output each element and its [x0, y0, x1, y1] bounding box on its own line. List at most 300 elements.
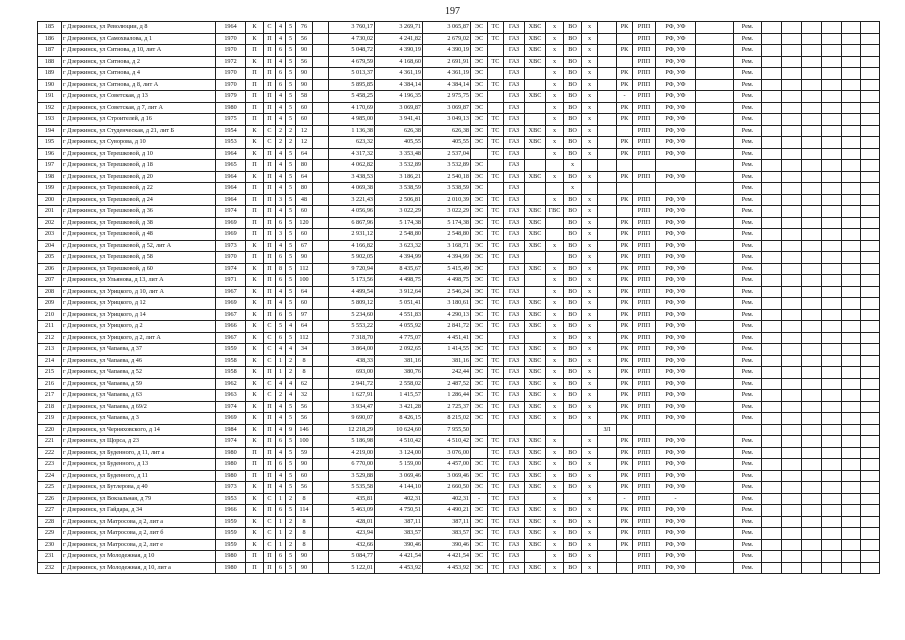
table-cell: 97 [296, 309, 313, 321]
table-cell: РФ, УФ [656, 516, 696, 528]
table-cell: 1 [276, 367, 286, 379]
table-cell: РК [617, 401, 633, 413]
empty-cell [782, 148, 802, 160]
table-cell: х [546, 516, 564, 528]
table-cell: 12 [296, 125, 313, 137]
table-cell [617, 424, 633, 436]
table-cell: 1959 [216, 516, 246, 528]
empty-cell [802, 309, 822, 321]
address-cell: г Дзержинск, ул Студенческая, д 21, лит Б [62, 125, 216, 137]
empty-cell [861, 217, 880, 229]
empty-cell [782, 56, 802, 68]
table-cell: х [582, 539, 598, 551]
table-cell: 2 [286, 355, 296, 367]
table-cell: - [617, 91, 633, 103]
table-cell: 4 750,51 [375, 505, 423, 517]
table-cell: РФ, УФ [656, 309, 696, 321]
table-cell: 5 [286, 79, 296, 91]
table-cell: РК [617, 505, 633, 517]
table-cell: 5 [286, 33, 296, 45]
empty-cell [842, 424, 861, 436]
table-cell: ТС [488, 390, 504, 402]
empty-cell [802, 22, 822, 34]
table-cell: РК [617, 355, 633, 367]
table-cell: 1953 [216, 137, 246, 149]
table-row [38, 355, 880, 367]
table-cell [488, 263, 504, 275]
table-cell: ВО [564, 194, 582, 206]
table-cell: ЭС [471, 22, 488, 34]
table-cell: ВО [564, 137, 582, 149]
table-cell [696, 528, 734, 540]
table-cell: Рем. [734, 114, 762, 126]
empty-cell [782, 367, 802, 379]
table-cell: 5 [286, 194, 296, 206]
table-cell [598, 309, 617, 321]
table-cell: РФ, УФ [656, 114, 696, 126]
empty-cell [802, 114, 822, 126]
table-cell: ВО [564, 125, 582, 137]
row-number-cell: 219 [38, 413, 62, 425]
empty-cell [822, 424, 842, 436]
empty-cell [802, 344, 822, 356]
empty-cell [802, 298, 822, 310]
table-cell: 1967 [216, 332, 246, 344]
table-cell: 4 384,14 [423, 79, 471, 91]
empty-cell [782, 102, 802, 114]
table-cell: 3 760,17 [329, 22, 375, 34]
table-cell: РФ, УФ [656, 390, 696, 402]
empty-cell [842, 344, 861, 356]
table-cell: 2 487,52 [423, 378, 471, 390]
table-cell: 5 051,41 [375, 298, 423, 310]
table-cell: 2 [276, 137, 286, 149]
table-cell: ЭС [471, 183, 488, 195]
table-cell: РПП [633, 102, 656, 114]
table-cell [696, 114, 734, 126]
table-cell: 4 679,59 [329, 56, 375, 68]
table-cell: 6 [276, 79, 286, 91]
table-cell: 4 498,75 [423, 275, 471, 287]
table-cell: 4 498,75 [375, 275, 423, 287]
table-cell: 6 [276, 45, 286, 57]
table-cell: Рем. [734, 344, 762, 356]
table-cell: 1 415,57 [375, 390, 423, 402]
table-cell: 381,16 [423, 355, 471, 367]
empty-cell [842, 309, 861, 321]
table-cell: 1 286,44 [423, 390, 471, 402]
table-cell: х [582, 401, 598, 413]
table-cell: П [264, 562, 276, 574]
table-cell: ГАЗ [504, 275, 525, 287]
table-cell: 4 317,32 [329, 148, 375, 160]
table-cell: РК [617, 240, 633, 252]
table-cell: 4 [286, 321, 296, 333]
table-cell: 60 [296, 470, 313, 482]
table-cell: РФ, УФ [656, 321, 696, 333]
table-cell: П [264, 401, 276, 413]
table-cell: х [546, 539, 564, 551]
empty-cell [762, 436, 782, 448]
table-cell: 8 435,67 [375, 263, 423, 275]
empty-cell [842, 332, 861, 344]
empty-cell [802, 68, 822, 80]
table-cell: 80 [296, 183, 313, 195]
empty-cell [782, 378, 802, 390]
table-cell: 3 532,89 [375, 160, 423, 172]
table-cell: РК [617, 217, 633, 229]
table-cell: 4 394,99 [375, 252, 423, 264]
table-cell: ХВС [525, 367, 546, 379]
table-cell: ЭС [471, 79, 488, 91]
spacer-cell [313, 171, 329, 183]
table-cell: ТС [488, 344, 504, 356]
empty-cell [822, 229, 842, 241]
table-cell: К [246, 378, 264, 390]
table-cell: ГАЗ [504, 528, 525, 540]
table-cell: Рем. [734, 194, 762, 206]
table-cell: х [546, 332, 564, 344]
row-number-cell: 204 [38, 240, 62, 252]
table-cell: 10 624,60 [375, 424, 423, 436]
table-cell: РПП [633, 528, 656, 540]
address-cell: г Дзержинск, ул Чапаева, д 46 [62, 355, 216, 367]
empty-cell [861, 183, 880, 195]
table-cell: Рем. [734, 240, 762, 252]
table-cell: 4 510,42 [423, 436, 471, 448]
row-number-cell: 191 [38, 91, 62, 103]
table-cell: ГВС [546, 206, 564, 218]
empty-cell [822, 194, 842, 206]
table-cell: 4 [276, 240, 286, 252]
table-cell: 2 558,02 [375, 378, 423, 390]
table-cell: ГАЗ [504, 229, 525, 241]
table-cell: 5 [286, 114, 296, 126]
row-number-cell: 193 [38, 114, 62, 126]
table-cell: 6 [276, 275, 286, 287]
spacer-cell [313, 298, 329, 310]
empty-cell [762, 355, 782, 367]
table-cell [525, 68, 546, 80]
table-cell: х [546, 286, 564, 298]
table-cell [488, 102, 504, 114]
table-cell: 4 775,07 [375, 332, 423, 344]
table-cell: Рем. [734, 493, 762, 505]
row-number-cell: 221 [38, 436, 62, 448]
table-row [38, 321, 880, 333]
table-cell: 402,31 [423, 493, 471, 505]
table-cell: ГАЗ [504, 33, 525, 45]
table-row [38, 160, 880, 172]
table-cell: 5 [286, 56, 296, 68]
row-number-cell: 222 [38, 447, 62, 459]
table-cell [504, 424, 525, 436]
table-cell: - [617, 493, 633, 505]
table-cell: ХВС [525, 309, 546, 321]
table-cell: 5 [286, 148, 296, 160]
table-cell: ГАЗ [504, 240, 525, 252]
table-cell: К [246, 309, 264, 321]
table-cell [696, 91, 734, 103]
table-cell: 60 [296, 206, 313, 218]
table-cell: ВО [564, 56, 582, 68]
empty-cell [861, 102, 880, 114]
table-cell: 90 [296, 252, 313, 264]
table-cell [525, 160, 546, 172]
empty-cell [842, 160, 861, 172]
address-cell: г Дзержинск, ул Ситнова, д 8, лит А [62, 79, 216, 91]
table-cell: ТС [488, 171, 504, 183]
table-cell: ВО [564, 551, 582, 563]
empty-cell [861, 56, 880, 68]
table-cell: 3 421,28 [375, 401, 423, 413]
table-cell: 4 [276, 160, 286, 172]
table-cell: РПП [633, 275, 656, 287]
table-cell: х [582, 102, 598, 114]
table-cell: ВО [564, 413, 582, 425]
table-row [38, 332, 880, 344]
table-cell: РК [617, 137, 633, 149]
table-cell: 6 [276, 459, 286, 471]
table-cell [696, 22, 734, 34]
table-cell: С [264, 125, 276, 137]
table-cell [696, 401, 734, 413]
empty-cell [802, 160, 822, 172]
empty-cell [762, 125, 782, 137]
table-cell: РК [617, 447, 633, 459]
empty-cell [861, 378, 880, 390]
empty-cell [842, 33, 861, 45]
table-cell: х [582, 378, 598, 390]
empty-cell [822, 298, 842, 310]
table-cell: РК [617, 194, 633, 206]
table-cell: 2 [276, 125, 286, 137]
table-cell: 2 546,24 [423, 286, 471, 298]
table-cell: РПП [633, 309, 656, 321]
table-cell [734, 424, 762, 436]
table-cell: 4 [276, 183, 286, 195]
table-cell: 5 [286, 459, 296, 471]
table-cell: 5 458,25 [329, 91, 375, 103]
table-cell: 1 627,91 [329, 390, 375, 402]
address-cell: г Дзержинск, ул Ситнова, д 4 [62, 68, 216, 80]
empty-cell [802, 459, 822, 471]
table-cell: 3 934,47 [329, 401, 375, 413]
table-cell: 1964 [216, 148, 246, 160]
table-cell: 4 056,96 [329, 206, 375, 218]
empty-cell [861, 493, 880, 505]
table-cell: 60 [296, 102, 313, 114]
table-cell [488, 424, 504, 436]
table-cell: 5 [276, 321, 286, 333]
table-cell [598, 493, 617, 505]
table-cell: РК [617, 45, 633, 57]
table-cell [598, 263, 617, 275]
empty-cell [802, 539, 822, 551]
empty-cell [802, 470, 822, 482]
table-cell: ЭС [471, 217, 488, 229]
empty-cell [762, 390, 782, 402]
table-cell: ВО [564, 252, 582, 264]
empty-cell [842, 298, 861, 310]
table-cell: 1959 [216, 539, 246, 551]
table-cell: 5 902,05 [329, 252, 375, 264]
table-cell [488, 332, 504, 344]
empty-cell [861, 22, 880, 34]
table-cell: х [546, 240, 564, 252]
row-number-cell: 218 [38, 401, 62, 413]
table-cell: Рем. [734, 447, 762, 459]
empty-cell [842, 493, 861, 505]
empty-cell [861, 401, 880, 413]
table-cell [598, 413, 617, 425]
table-row [38, 22, 880, 34]
row-number-cell: 225 [38, 482, 62, 494]
table-cell [488, 68, 504, 80]
table-cell [617, 183, 633, 195]
table-cell: ТС [488, 275, 504, 287]
table-cell: ВО [564, 206, 582, 218]
empty-cell [762, 217, 782, 229]
empty-cell [842, 562, 861, 574]
table-cell [598, 160, 617, 172]
table-cell: ГАЗ [504, 252, 525, 264]
row-number-cell: 208 [38, 286, 62, 298]
empty-cell [802, 252, 822, 264]
table-cell [617, 206, 633, 218]
empty-cell [822, 33, 842, 45]
row-number-cell: 207 [38, 275, 62, 287]
table-cell: 5 [286, 91, 296, 103]
table-cell: К [246, 539, 264, 551]
table-row [38, 33, 880, 45]
table-cell: П [264, 56, 276, 68]
table-cell: РПП [633, 79, 656, 91]
empty-cell [802, 424, 822, 436]
table-cell [696, 68, 734, 80]
table-cell: ХВС [525, 217, 546, 229]
table-cell: 8 [296, 355, 313, 367]
empty-cell [822, 171, 842, 183]
table-row [38, 551, 880, 563]
row-number-cell: 230 [38, 539, 62, 551]
address-cell: г Дзержинск, ул Чапаева, д 63 [62, 390, 216, 402]
table-cell: 2 548,80 [423, 229, 471, 241]
table-cell: 5 [286, 217, 296, 229]
table-cell: 34 [296, 344, 313, 356]
table-row [38, 206, 880, 218]
table-cell: 4 [276, 206, 286, 218]
empty-cell [782, 424, 802, 436]
empty-cell [762, 160, 782, 172]
empty-cell [762, 252, 782, 264]
table-cell: 1980 [216, 562, 246, 574]
table-cell: ХВС [525, 447, 546, 459]
table-cell: 4 069,38 [329, 183, 375, 195]
table-cell: ТС [488, 79, 504, 91]
table-cell: К [246, 367, 264, 379]
empty-cell [802, 493, 822, 505]
table-cell: х [582, 355, 598, 367]
row-number-cell: 205 [38, 252, 62, 264]
table-cell: х [546, 551, 564, 563]
table-cell: П [264, 551, 276, 563]
table-cell: Рем. [734, 482, 762, 494]
spacer-cell [313, 447, 329, 459]
table-cell: РК [617, 286, 633, 298]
table-cell: 4 [276, 413, 286, 425]
empty-cell [842, 459, 861, 471]
table-cell: ЗЛ [598, 424, 617, 436]
table-cell: П [264, 275, 276, 287]
empty-cell [782, 413, 802, 425]
table-cell [696, 470, 734, 482]
empty-cell [822, 217, 842, 229]
empty-cell [762, 22, 782, 34]
table-cell: РФ, УФ [656, 447, 696, 459]
table-cell: П [264, 286, 276, 298]
table-cell: 100 [296, 275, 313, 287]
table-cell: 3 353,48 [375, 148, 423, 160]
table-cell: 1969 [216, 229, 246, 241]
table-cell: 4 384,14 [375, 79, 423, 91]
table-cell [696, 240, 734, 252]
empty-cell [802, 321, 822, 333]
table-cell: 4 361,19 [375, 68, 423, 80]
table-cell: ГАЗ [504, 436, 525, 448]
empty-cell [762, 539, 782, 551]
table-cell: РПП [633, 263, 656, 275]
table-cell: РПП [633, 22, 656, 34]
empty-cell [861, 459, 880, 471]
table-cell: ГАЗ [504, 378, 525, 390]
table-cell [598, 45, 617, 57]
empty-cell [842, 45, 861, 57]
empty-cell [842, 447, 861, 459]
table-cell [598, 125, 617, 137]
table-cell: 623,32 [329, 137, 375, 149]
table-cell: 387,11 [423, 516, 471, 528]
table-cell: ВО [564, 355, 582, 367]
table-cell [696, 367, 734, 379]
table-cell [696, 206, 734, 218]
table-cell: 1969 [216, 413, 246, 425]
table-cell: 4 241,82 [375, 33, 423, 45]
table-cell: 8 215,02 [423, 413, 471, 425]
row-number-cell: 228 [38, 516, 62, 528]
table-cell: РПП [633, 240, 656, 252]
table-cell: 1970 [216, 45, 246, 57]
table-cell: 8 [296, 539, 313, 551]
empty-cell [762, 401, 782, 413]
table-cell: РПП [633, 171, 656, 183]
table-row [38, 447, 880, 459]
table-cell: ЭС [471, 68, 488, 80]
empty-cell [802, 355, 822, 367]
table-cell: х [582, 229, 598, 241]
address-cell: г Дзержинск, ул Щорса, д 23 [62, 436, 216, 448]
table-cell: РПП [633, 332, 656, 344]
table-cell: Рем. [734, 539, 762, 551]
table-cell: х [546, 137, 564, 149]
table-cell: 64 [296, 321, 313, 333]
empty-cell [861, 390, 880, 402]
table-cell: ТС [488, 447, 504, 459]
table-cell: ХВС [525, 539, 546, 551]
empty-cell [861, 482, 880, 494]
table-cell: К [246, 137, 264, 149]
table-cell: Рем. [734, 298, 762, 310]
